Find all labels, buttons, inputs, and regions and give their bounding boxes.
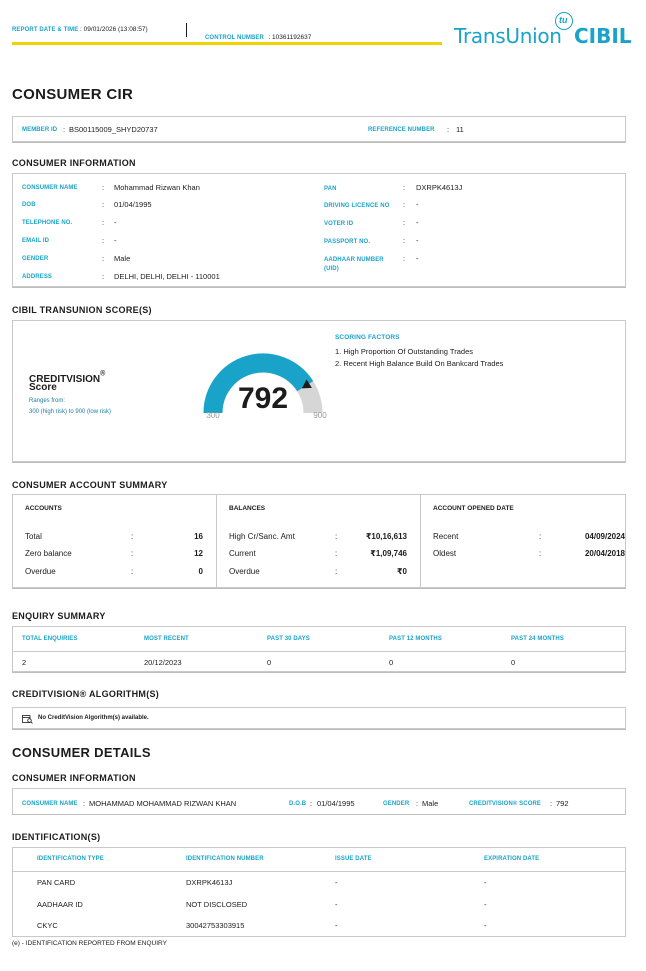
summary-label: Overdue xyxy=(229,567,260,576)
header-yellow-rule xyxy=(12,42,442,45)
enquiry-table xyxy=(12,626,626,672)
enquiry-value: 2 xyxy=(22,658,27,667)
identification-cell: - xyxy=(484,921,487,930)
consumer-info-label: TELEPHONE NO. xyxy=(22,220,73,226)
account-summary-title: CONSUMER ACCOUNT SUMMARY xyxy=(12,480,168,490)
consumer-info-value: - xyxy=(416,254,419,263)
colon: : xyxy=(335,532,338,541)
colon: : xyxy=(102,183,105,192)
consumer-info-label: EMAIL ID xyxy=(22,238,50,244)
summary-divider xyxy=(216,495,217,587)
report-header xyxy=(0,0,646,50)
summary-value: ₹0 xyxy=(396,567,407,576)
identification-cell: - xyxy=(335,878,338,887)
consumer-info-value: - xyxy=(416,200,419,209)
consumer-info-label: PASSPORT NO. xyxy=(324,239,371,245)
consumer-details-subtitle: CONSUMER INFORMATION xyxy=(12,773,136,783)
consumer-info-value: - xyxy=(416,218,419,227)
colon: : xyxy=(102,272,105,281)
summary-label: Overdue xyxy=(25,567,56,576)
identification-cell: - xyxy=(484,900,487,909)
summary-value: 0 xyxy=(198,567,203,576)
consumer-details-box: CONSUMER NAME : MOHAMMAD MOHAMMAD RIZWAN KHAN D.O.B : 01/04/1995 GENDER : Male CREDITVISION® SCORE : 792 xyxy=(12,788,626,814)
score-title: CIBIL TRANSUNION SCORE(S) xyxy=(12,305,152,315)
summary-label: Oldest xyxy=(433,549,457,558)
colon: : xyxy=(403,183,406,192)
enquiry-column-header: PAST 24 MONTHS xyxy=(511,636,564,642)
enquiry-column-header: PAST 30 DAYS xyxy=(267,636,310,642)
colon: : xyxy=(539,549,542,558)
summary-label: Recent xyxy=(433,532,459,541)
enquiry-column-header: TOTAL ENQUIRIES xyxy=(22,636,78,642)
identification-table xyxy=(12,847,626,937)
identification-column-header: IDENTIFICATION NUMBER xyxy=(186,856,264,862)
colon: : xyxy=(102,254,105,263)
accounts-column: ACCOUNTS Total : 16 Zero balance : 12 Overdue : 0 xyxy=(25,505,203,576)
colon: : xyxy=(539,532,542,541)
colon: : xyxy=(403,218,406,227)
transunion-cibil-logo: TransUnion tu CIBIL xyxy=(454,10,634,50)
summary-value: ₹1,09,746 xyxy=(370,549,407,558)
consumer-info-value: Male xyxy=(114,254,131,263)
ranges-label: Ranges from: xyxy=(29,398,66,404)
identification-title: IDENTIFICATION(S) xyxy=(12,832,101,842)
summary-value: 16 xyxy=(194,532,203,541)
ranges-value: 300 (high risk) to 900 (low risk) xyxy=(29,409,112,415)
consumer-info-value: - xyxy=(416,236,419,245)
colon: : xyxy=(403,254,406,263)
report-date: REPORT DATE & TIME : 09/01/2026 (13:08:57) xyxy=(12,26,148,33)
algorithm-box xyxy=(12,707,626,729)
summary-value: ₹10,16,613 xyxy=(365,532,407,541)
consumer-info-box xyxy=(12,173,626,287)
colon: : xyxy=(403,200,406,209)
gauge-max-label: 900 xyxy=(313,411,327,420)
identification-cell: DXRPK4613J xyxy=(186,878,233,887)
identification-cell: 30042753303915 xyxy=(186,921,245,930)
page-title: CONSUMER CIR xyxy=(12,86,134,103)
summary-value: 20/04/2018 xyxy=(584,549,625,558)
colon: : xyxy=(102,200,105,209)
consumer-info-title: CONSUMER INFORMATION xyxy=(12,158,136,168)
consumer-info-label: ADDRESS xyxy=(22,274,53,280)
enquiry-value: 0 xyxy=(267,658,272,667)
identification-cell: CKYC xyxy=(37,921,58,930)
summary-label: High Cr/Sanc. Amt xyxy=(229,532,295,541)
algorithm-message: No CreditVision Algorithm(s) available. xyxy=(38,715,149,721)
member-box: MEMBER ID : BS00115009_SHYD20737 REFERENCE NUMBER : 11 xyxy=(12,116,626,142)
summary-value: 12 xyxy=(194,549,203,558)
consumer-info-value: DXRPK4613J xyxy=(416,183,463,192)
identification-column-header: EXPIRATION DATE xyxy=(484,856,540,862)
consumer-info-value: DELHI, DELHI, DELHI - 110001 xyxy=(114,272,220,281)
summary-label: Total xyxy=(25,532,42,541)
colon: : xyxy=(102,236,105,245)
colon: : xyxy=(335,549,338,558)
enquiry-summary-title: ENQUIRY SUMMARY xyxy=(12,611,106,621)
consumer-info-label: DOB xyxy=(22,202,36,208)
algorithm-title: CREDITVISION® ALGORITHM(S) xyxy=(12,689,160,699)
identification-footnote: (e) - IDENTIFICATION REPORTED FROM ENQUIRY xyxy=(12,940,167,947)
identification-cell: - xyxy=(335,900,338,909)
colon: : xyxy=(102,218,105,227)
consumer-details-title: CONSUMER DETAILS xyxy=(12,745,151,760)
enquiry-value: 20/12/2023 xyxy=(144,658,182,667)
identification-cell: PAN CARD xyxy=(37,878,76,887)
enquiry-column-header: MOST RECENT xyxy=(144,636,189,642)
consumer-info-label: PAN xyxy=(324,186,337,192)
summary-label: Current xyxy=(229,549,256,558)
score-subtitle: Score xyxy=(29,382,57,393)
balances-column: BALANCES High Cr/Sanc. Amt : ₹10,16,613 Current : ₹1,09,746 Overdue : ₹0 xyxy=(229,505,407,576)
scoring-factor: 2. Recent High Balance Build On Bankcard Trades xyxy=(335,359,504,368)
consumer-info-value: - xyxy=(114,218,117,227)
consumer-info-label: GENDER xyxy=(22,256,49,262)
summary-label: Zero balance xyxy=(25,549,72,558)
gauge-min-label: 300 xyxy=(206,411,220,420)
summary-divider xyxy=(420,495,421,587)
consumer-info-label: DRIVING LICENCE NO xyxy=(324,203,390,209)
identification-cell: - xyxy=(335,921,338,930)
scoring-factors-title: SCORING FACTORS xyxy=(335,334,400,341)
colon: : xyxy=(335,567,338,576)
score-value: 792 xyxy=(237,382,289,415)
enquiry-value: 0 xyxy=(511,658,516,667)
summary-value: 04/09/2024 xyxy=(584,532,625,541)
identification-column-header: IDENTIFICATION TYPE xyxy=(37,856,104,862)
colon: : xyxy=(131,549,134,558)
consumer-info-label: VOTER ID xyxy=(324,221,354,227)
scoring-factor: 1. High Proportion Of Outstanding Trades xyxy=(335,347,473,356)
consumer-info-label: CONSUMER NAME xyxy=(22,185,78,191)
consumer-info-value: - xyxy=(114,236,117,245)
score-gauge xyxy=(183,341,343,451)
identification-cell: AADHAAR ID xyxy=(37,900,83,909)
scoring-factors-list xyxy=(335,347,503,371)
creditvision-product: CREDITVISION® xyxy=(29,370,106,385)
calendar-search-icon xyxy=(22,714,33,724)
colon: : xyxy=(131,532,134,541)
opened-column: ACCOUNT OPENED DATE Recent : 04/09/2024 Oldest : 20/04/2018 xyxy=(433,505,625,558)
colon: : xyxy=(403,236,406,245)
enquiry-value: 0 xyxy=(389,658,394,667)
header-divider xyxy=(186,23,187,37)
enquiry-column-header: PAST 12 MONTHS xyxy=(389,636,442,642)
consumer-info-value: 01/04/1995 xyxy=(114,200,152,209)
colon: : xyxy=(131,567,134,576)
consumer-info-label: AADHAAR NUMBER (UID) xyxy=(324,257,384,272)
identification-cell: - xyxy=(484,878,487,887)
score-box xyxy=(12,320,626,462)
identification-cell: NOT DISCLOSED xyxy=(186,900,248,909)
consumer-info-value: Mohammad Rizwan Khan xyxy=(114,183,200,192)
identification-column-header: ISSUE DATE xyxy=(335,856,372,862)
control-number: CONTROL NUMBER : 10361192637 xyxy=(205,34,312,41)
account-summary-box xyxy=(12,494,626,588)
